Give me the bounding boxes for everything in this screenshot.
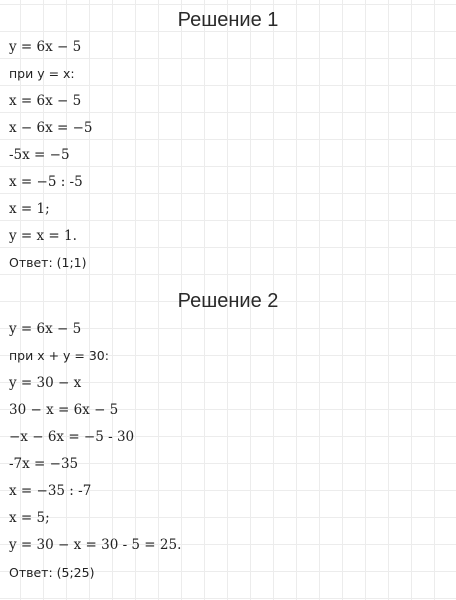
solution-1-line-5: -5x = −5	[9, 147, 70, 163]
solution-1-line-6: x = −5 : -5	[9, 174, 83, 190]
solution-1-line-3: x = 6x − 5	[9, 93, 82, 109]
solution-1-title: Решение 1	[177, 9, 279, 31]
solution-2-line-2: при x + y = 30:	[9, 348, 109, 363]
solution-1-line-1: y = 6x − 5	[9, 39, 82, 55]
solution-1-line-7: x = 1;	[9, 201, 50, 217]
solution-2-line-3: y = 30 − x	[9, 375, 82, 391]
solution-1-line-2: при y = x:	[9, 66, 75, 81]
solution-1-line-4: x − 6x = −5	[9, 120, 93, 136]
solution-2-line-9: y = 30 − x = 30 - 5 = 25.	[9, 537, 182, 553]
solution-2-line-7: x = −35 : -7	[9, 483, 92, 499]
solution-1-answer: Ответ: (1;1)	[9, 255, 87, 270]
solution-2-answer: Ответ: (5;25)	[9, 565, 95, 580]
solution-2-line-4: 30 − x = 6x − 5	[9, 402, 119, 418]
solution-1-line-8: y = x = 1.	[9, 228, 77, 244]
solution-2-line-8: x = 5;	[9, 510, 50, 526]
solution-2-line-6: -7x = −35	[9, 456, 79, 472]
solution-2-line-5: −x − 6x = −5 - 30	[9, 429, 135, 445]
solution-2-title: Решение 2	[177, 290, 279, 312]
solution-2-line-1: y = 6x − 5	[9, 321, 82, 337]
